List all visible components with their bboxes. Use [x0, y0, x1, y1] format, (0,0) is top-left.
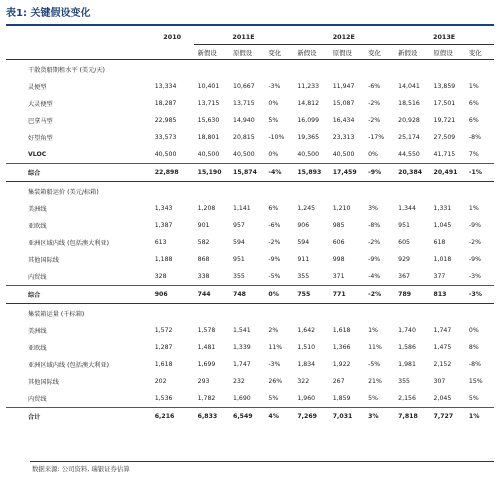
table-cell: 929	[398, 256, 410, 263]
table-cell: 267	[332, 378, 345, 385]
table-cell: -17%	[368, 134, 385, 141]
table-cell: -5%	[368, 361, 381, 368]
row-label: VLOC	[28, 151, 47, 158]
total-cell: 7,031	[329, 408, 364, 426]
total-cell: -4%	[264, 164, 293, 182]
subheader-change: 变化	[465, 45, 494, 60]
total-cell: 906	[151, 286, 194, 304]
table-cell: 998	[332, 256, 345, 263]
total-cell: 1%	[465, 408, 494, 426]
table-cell: -2%	[468, 239, 481, 246]
table-cell: 0%	[268, 151, 279, 158]
table-cell: 1%	[368, 327, 378, 334]
table-cell: 2,156	[398, 395, 416, 402]
subheader-old: 原假设	[329, 45, 364, 60]
table-cell: 18,516	[398, 100, 420, 107]
table-row	[6, 373, 494, 390]
total-cell: 6,549	[229, 408, 264, 426]
total-cell: 755	[293, 286, 328, 304]
row-label: 亚欧线	[28, 345, 47, 352]
table-cell: 232	[233, 378, 245, 385]
row-label: 大灵便型	[28, 101, 53, 108]
total-cell: 20,384	[394, 164, 429, 182]
table-cell: 1,642	[297, 327, 316, 334]
table-cell: 1,339	[233, 344, 251, 351]
table-cell: 1,141	[233, 205, 251, 212]
table-cell: -8%	[368, 222, 381, 229]
table-cell: 951	[398, 222, 410, 229]
table-cell: 906	[297, 222, 310, 229]
table-cell: 2,045	[433, 395, 452, 402]
table-cell: 1,331	[433, 205, 452, 212]
table-cell: 594	[297, 239, 310, 246]
total-cell: 15,190	[194, 164, 229, 182]
total-cell: -3%	[465, 286, 494, 304]
total-cell: 0%	[264, 286, 293, 304]
table-cell: 5%	[368, 395, 378, 402]
table-cell: -8%	[468, 361, 481, 368]
table-cell: 10,667	[233, 83, 255, 90]
table-cell: 355	[398, 378, 410, 385]
table-cell: -10%	[268, 134, 285, 141]
table-cell: 1,578	[197, 327, 216, 334]
total-cell: 748	[229, 286, 264, 304]
table-row	[6, 356, 494, 373]
table-cell: 2%	[268, 327, 279, 334]
year-2010: 2010	[163, 33, 182, 42]
total-cell: 15,893	[293, 164, 328, 182]
section-header: 干散货船期租水平 (美元/天)	[28, 66, 105, 74]
table-cell: 1,481	[197, 344, 216, 351]
table-cell: 6%	[468, 100, 479, 107]
section-header-row	[6, 182, 494, 201]
total-cell: 744	[194, 286, 229, 304]
total-cell: -9%	[364, 164, 394, 182]
table-cell: 40,500	[297, 151, 320, 158]
table-cell: 11,947	[332, 83, 355, 90]
table-cell: -5%	[268, 273, 281, 280]
row-label: 内贸线	[28, 274, 47, 281]
table-cell: 1,245	[297, 205, 316, 212]
table-cell: -2%	[368, 239, 381, 246]
table-cell: 13,715	[233, 100, 255, 107]
table-cell: 6%	[468, 117, 479, 124]
table-cell: 293	[197, 378, 210, 385]
row-label: 亚洲区域内线 (包括澳大利亚)	[28, 240, 110, 247]
table-cell: 202	[154, 378, 167, 385]
table-cell: 1,699	[197, 361, 216, 368]
subheader-old: 原假设	[430, 45, 465, 60]
footer-rule	[30, 461, 494, 462]
table-row	[6, 339, 494, 356]
table-title: 表1: 关键假设变化	[6, 8, 91, 19]
total-cell: 17,459	[329, 164, 364, 182]
table-cell: 605	[398, 239, 410, 246]
table-row	[6, 322, 494, 339]
total-row	[6, 408, 494, 426]
table-cell: 16,099	[297, 117, 320, 124]
table-cell: 20,815	[233, 134, 255, 141]
table-cell: 1,510	[297, 344, 316, 351]
table-cell: -9%	[268, 256, 281, 263]
table-cell: 40,500	[154, 151, 177, 158]
table-cell: 1,960	[297, 395, 316, 402]
table-cell: 11,233	[297, 83, 320, 90]
table-cell: 371	[332, 273, 345, 280]
table-cell: 11%	[368, 344, 382, 351]
table-cell: 0%	[368, 151, 378, 158]
subheader-row	[6, 45, 494, 60]
source-note: 数据来源: 公司资料, 瑞银证券估算	[32, 465, 130, 473]
table-cell: 13,334	[154, 83, 177, 90]
table-cell: 1,747	[233, 361, 251, 368]
total-cell: -2%	[364, 286, 394, 304]
total-cell: 7,727	[430, 408, 465, 426]
table-cell: 7%	[468, 151, 479, 158]
table-cell: 355	[297, 273, 310, 280]
table-cell: 15,087	[332, 100, 355, 107]
total-cell: 7,818	[394, 408, 429, 426]
table-cell: -9%	[368, 256, 381, 263]
table-cell: 582	[197, 239, 210, 246]
table-cell: -3%	[268, 361, 281, 368]
year-2011e: 2011E	[194, 30, 294, 45]
table-row	[6, 217, 494, 234]
total-cell: 15,874	[229, 164, 264, 182]
table-row	[6, 268, 494, 286]
table-cell: 15,630	[197, 117, 220, 124]
table-cell: 20,928	[398, 117, 420, 124]
table-cell: 1%	[468, 83, 479, 90]
total-cell: -1%	[465, 164, 494, 182]
table-cell: 2,152	[433, 361, 452, 368]
table-cell: 1,018	[433, 256, 452, 263]
table-cell: 14,940	[233, 117, 255, 124]
table-cell: 1,045	[433, 222, 452, 229]
section-header: 集装箱船运价 (美元/标箱)	[6, 182, 494, 201]
table-cell: 40,500	[197, 151, 220, 158]
table-cell: 307	[433, 378, 446, 385]
table-cell: 1,834	[297, 361, 316, 368]
table-cell: 33,573	[154, 134, 177, 141]
section-header-row	[6, 60, 494, 79]
table-row	[6, 251, 494, 268]
table-cell: 6%	[268, 205, 279, 212]
total-label: 综合	[6, 164, 151, 182]
table-cell: 1,740	[398, 327, 416, 334]
table-cell: 26%	[268, 378, 283, 385]
table-cell: 19,721	[433, 117, 456, 124]
table-cell: 25,174	[398, 134, 420, 141]
table-cell: 911	[297, 256, 310, 263]
total-label: 合计	[6, 408, 151, 426]
table-row	[6, 234, 494, 251]
row-label: 亚欧线	[28, 223, 47, 230]
table-cell: 16,434	[332, 117, 355, 124]
subheader-new: 新假设	[194, 45, 229, 60]
row-label: 其他国际线	[28, 379, 59, 386]
table-cell: 18,801	[197, 134, 220, 141]
table-cell: 18,287	[154, 100, 177, 107]
table-cell: 1,208	[197, 205, 216, 212]
table-cell: 901	[197, 222, 210, 229]
total-cell: 20,491	[430, 164, 465, 182]
table-cell: -3%	[468, 273, 481, 280]
table-cell: -9%	[468, 256, 481, 263]
table-cell: 5%	[268, 117, 279, 124]
table-cell: 1,366	[332, 344, 351, 351]
table-cell: 15%	[468, 378, 483, 385]
assumption-table	[6, 30, 494, 425]
subheader-new: 新假设	[394, 45, 429, 60]
table-cell: 957	[233, 222, 245, 229]
row-label: 美洲线	[28, 206, 47, 213]
table-cell: 1,922	[332, 361, 351, 368]
year-header-row	[6, 30, 494, 45]
table-body	[6, 60, 494, 426]
table-cell: 1,690	[233, 395, 251, 402]
table-row	[6, 390, 494, 408]
table-cell: 355	[233, 273, 245, 280]
table-cell: 1,586	[398, 344, 416, 351]
table-cell: 1,981	[398, 361, 416, 368]
total-cell: 6,216	[151, 408, 194, 426]
table-cell: -2%	[368, 100, 381, 107]
total-cell: 789	[394, 286, 429, 304]
table-cell: 1,541	[233, 327, 251, 334]
table-cell: 0%	[468, 327, 479, 334]
table-cell: 1,618	[154, 361, 173, 368]
table-cell: 322	[297, 378, 310, 385]
table-cell: 338	[197, 273, 210, 280]
table-cell: 14,041	[398, 83, 420, 90]
table-cell: 951	[233, 256, 245, 263]
total-cell: 4%	[264, 408, 293, 426]
table-cell: 613	[154, 239, 167, 246]
row-label: 亚洲区域内线 (包括澳大利亚)	[28, 362, 110, 369]
section-header: 集装箱运量 (千标箱)	[6, 304, 494, 323]
table-cell: -2%	[268, 239, 281, 246]
total-row	[6, 164, 494, 182]
total-row	[6, 286, 494, 304]
table-cell: 1,210	[332, 205, 351, 212]
table-cell: 1,287	[154, 344, 173, 351]
table-cell: 40,500	[332, 151, 355, 158]
table-cell: 1,188	[154, 256, 173, 263]
subheader-change: 变化	[364, 45, 394, 60]
section-header-row	[6, 304, 494, 323]
table-cell: 13,859	[433, 83, 456, 90]
table-cell: 17,501	[433, 100, 456, 107]
table-cell: 1,343	[154, 205, 173, 212]
total-cell: 771	[329, 286, 364, 304]
table-cell: 868	[197, 256, 210, 263]
total-cell: 3%	[364, 408, 394, 426]
table-cell: -6%	[368, 83, 381, 90]
year-2013e: 2013E	[394, 30, 494, 45]
row-label: 其他国际线	[28, 257, 59, 264]
table-cell: 1,344	[398, 205, 416, 212]
table-cell: 27,509	[433, 134, 456, 141]
subheader-new: 新假设	[293, 45, 328, 60]
table-cell: 606	[332, 239, 345, 246]
table-row	[6, 129, 494, 146]
total-label: 综合	[6, 286, 151, 304]
table-cell: -4%	[368, 273, 381, 280]
table-cell: -9%	[468, 222, 481, 229]
title-rule	[6, 24, 494, 26]
table-cell: 14,812	[297, 100, 320, 107]
table-cell: 0%	[268, 100, 279, 107]
total-cell: 813	[430, 286, 465, 304]
table-row	[6, 112, 494, 129]
table-cell: -3%	[268, 83, 281, 90]
table-cell: 10,401	[197, 83, 220, 90]
table-cell: 985	[332, 222, 345, 229]
table-cell: 3%	[368, 205, 378, 212]
table-cell: 1,475	[433, 344, 452, 351]
table-cell: 1,387	[154, 222, 173, 229]
subheader-change: 变化	[264, 45, 293, 60]
table-cell: 1,859	[332, 395, 351, 402]
subheader-old: 原假设	[229, 45, 264, 60]
table-cell: 40,500	[233, 151, 255, 158]
table-cell: -6%	[268, 222, 281, 229]
table-cell: -8%	[468, 134, 481, 141]
table-cell: 5%	[268, 395, 279, 402]
total-cell: 7,269	[293, 408, 328, 426]
table-cell: 41,715	[433, 151, 456, 158]
row-label: 好望角型	[28, 135, 53, 142]
table-cell: 21%	[368, 378, 382, 385]
table-cell: 19,365	[297, 134, 320, 141]
table-cell: 11%	[268, 344, 283, 351]
table-cell: 377	[433, 273, 446, 280]
table-cell: 594	[233, 239, 245, 246]
table-cell: 618	[433, 239, 446, 246]
table-row	[6, 78, 494, 95]
row-label: 美洲线	[28, 328, 47, 335]
table-cell: 44,550	[398, 151, 420, 158]
row-label: 内贸线	[28, 396, 47, 403]
row-label: 灵便型	[28, 84, 47, 91]
year-2012e: 2012E	[293, 30, 394, 45]
table-cell: 23,313	[332, 134, 355, 141]
table-cell: 367	[398, 273, 410, 280]
table-cell: 1,618	[332, 327, 351, 334]
table-cell: -2%	[368, 117, 381, 124]
table-row	[6, 146, 494, 164]
total-cell: 6,833	[194, 408, 229, 426]
table-cell: 1%	[468, 205, 479, 212]
table-cell: 1,782	[197, 395, 216, 402]
table-cell: 1,572	[154, 327, 173, 334]
total-cell: 22,898	[151, 164, 194, 182]
table-row	[6, 200, 494, 217]
table-cell: 22,985	[154, 117, 177, 124]
table-row	[6, 95, 494, 112]
table-cell: 1,747	[433, 327, 452, 334]
table-cell: 1,536	[154, 395, 173, 402]
table-cell: 5%	[468, 395, 479, 402]
table-cell: 13,715	[197, 100, 220, 107]
row-label: 巴拿马型	[28, 118, 53, 125]
blank-header	[6, 30, 151, 45]
table-cell: 8%	[468, 344, 479, 351]
table-cell: 328	[154, 273, 167, 280]
